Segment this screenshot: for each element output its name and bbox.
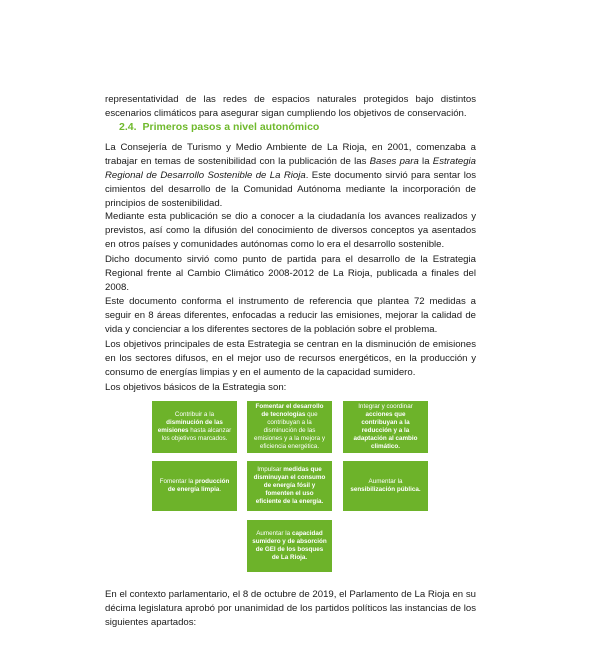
box-text: hasta alcanzar los objetivos marcados. (161, 427, 232, 442)
objective-box-energia-fosil (247, 461, 332, 511)
box-text: . (219, 486, 222, 493)
text-run: . Este documento sirvió para sentar los cimientos del desarrollo de la Comunidad Autónoma mediante la incorporación de principios de sostenibilidad. (105, 170, 477, 209)
box-text: Aumentar la (256, 530, 292, 537)
italic-title: Bases para (369, 156, 419, 167)
objective-box-tecnologias (247, 401, 332, 453)
section-heading (119, 121, 319, 133)
italic-title: Estrategia Regional de Desarrollo Sostenible de La Rioja (105, 156, 476, 181)
box-bold-text: Fomentar el desarrollo de tecnologías (255, 403, 324, 418)
box-text: Contribuir a la (174, 411, 215, 418)
objective-box-acciones (343, 401, 428, 453)
paragraph-contexto-parlamentario: En el contexto parlamentario, el 8 de octubre de 2019, el Parlamento de La Rioja en su décima legislatura aprobó por unanimidad de los partidos políticos las instancias de los siguientes apartados: (105, 589, 476, 628)
section-number: 2.4. (119, 121, 137, 133)
box-bold-text: producción de energía limpia (167, 478, 230, 493)
box-text: que contribuyan a la disminución de las emisiones y a la mejora y eficiencia energética. (253, 411, 326, 450)
box-text: Fomentar la (159, 478, 196, 485)
objective-box-capacidad-sumidero (247, 520, 332, 572)
box-bold-text: sensibilización pública. (350, 486, 421, 493)
box-bold-text: capacidad sumidero y de absorción de GEI de los bosques de La Rioja. (252, 530, 327, 561)
paragraph-instrumento: Este documento conforma el instrumento de referencia que plantea 72 medidas a seguir en 8 áreas diferentes, enfocadas a reducir las emisiones, mejorar la calidad de vida y concienciar a los diferentes sectores de la población sobre el problema. (105, 296, 476, 335)
section-title: Primeros pasos a nivel autonómico (142, 121, 320, 133)
paragraph-objetivos-basicos: Los objetivos básicos de la Estrategia son: (105, 382, 287, 393)
text-run: La Consejería de Turismo y Medio Ambiente de La Rioja, en 2001, comenzaba a trabajar en temas de sostenibilidad con la publicación de las (105, 142, 476, 167)
paragraph-publicacion: Mediante esta publicación se dio a conocer a la ciudadanía los avances realizados y previstos, así como la difusión del conocimiento de diversos conceptos ya asentados en otros países y comunidades autónomas como lo era el desarrollo sostenible. (105, 211, 476, 250)
objective-box-sensibilizacion (343, 461, 428, 511)
box-bold-text: acciones que contribuyan a la reducción y a la adaptación al cambio climático. (353, 411, 418, 450)
paragraph-consejeria (105, 141, 476, 211)
paragraph-intro: representatividad de las redes de espacios naturales protegidos bajo distintos escenarios climáticos para asegurar sigan cumpliendo los objetivos de conservación. (105, 94, 476, 119)
box-text: Impulsar (257, 466, 284, 473)
box-bold-text: medidas que disminuyan el consumo de energía fósil y fomenten el uso eficiente de la energía. (253, 466, 326, 505)
box-text: Integrar y coordinar (358, 403, 413, 410)
box-text: Aumentar la (368, 478, 403, 485)
box-bold-text: disminución de las emisiones (157, 419, 223, 434)
paragraph-objetivos-principales: Los objetivos principales de esta Estrategia se centran en la disminución de emisiones en los sectores difusos, en el mejor uso de recursos energéticos, en la producción y consumo de energías limpias y en el aumento de la capacidad sumidero. (105, 339, 476, 378)
paragraph-punto-partida: Dicho documento sirvió como punto de partida para el desarrollo de la Estrategia Regional frente al Cambio Climático 2008-2012 de La Rioja, publicada a finales del 2008. (105, 254, 476, 293)
text-run: la (418, 156, 433, 167)
objective-box-emisiones (152, 401, 237, 453)
objective-box-energia-limpia (152, 461, 237, 511)
